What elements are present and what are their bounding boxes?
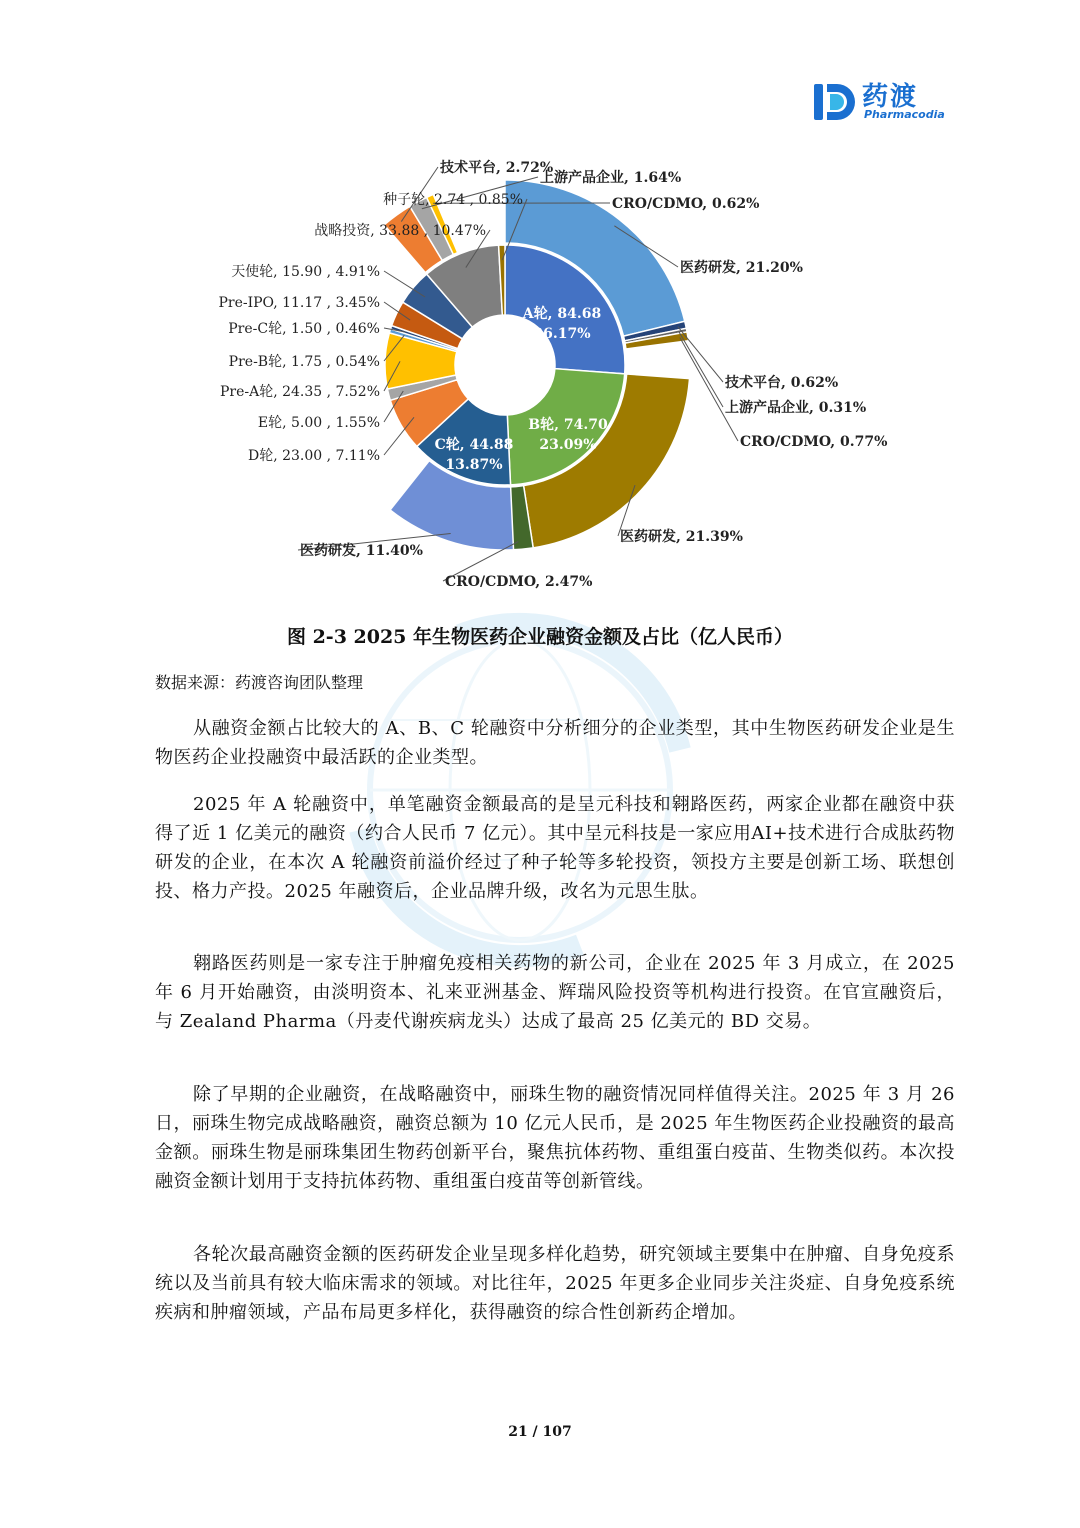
- paragraph: 翱路医药则是一家专注于肿瘤免疫相关药物的新公司，企业在 2025 年 3 月成立，在 2025 年 6 月开始融资，由淡明资本、礼来亚洲基金、辉瑞风险投资等机构进行投资。在官宣融资后，与 Zealand Pharma（丹麦代谢疾病龙头）达成了最高 25 亿美元的 BD 交易。: [155, 953, 955, 1032]
- inner-label: B轮, 74.70: [528, 417, 608, 433]
- paragraph: 从融资金额占比较大的 A、B、C 轮融资中分析细分的企业类型，其中生物医药研发企业是生物医药企业投融资中最活跃的企业类型。: [155, 718, 955, 768]
- inner-label: C轮, 44.88: [434, 437, 514, 453]
- inner-outside-label: E轮, 5.00 , 1.55%: [257, 415, 380, 431]
- inner-label-pct: 23.09%: [539, 437, 597, 453]
- inner-outside-label: D轮, 23.00 , 7.11%: [247, 448, 380, 464]
- outer-label: 技术平台, 2.72%: [440, 160, 554, 176]
- funding-donut-chart: [160, 150, 940, 610]
- outer-label: 上游产品企业, 0.31%: [725, 400, 867, 416]
- paragraph: 除了早期的企业融资，在战略融资中，丽珠生物的融资情况同样值得关注。2025 年 3 月 26 日，丽珠生物完成战略融资，融资总额为 10 亿元人民币，是 2025 年生物医药企业投融资的最高金额。丽珠生物是丽珠集团生物药创新平台，聚焦抗体药物、重组蛋白疫苗、生物类似药。本次投融资金额计划用于支持抗体药物、重组蛋白疫苗等创新管线。: [155, 1084, 955, 1192]
- inner-outside-label: Pre-A轮, 24.35 , 7.52%: [219, 384, 380, 400]
- inner-label-pct: 26.17%: [533, 326, 591, 342]
- outer-label: CRO/CDMO, 0.77%: [740, 434, 888, 450]
- outer-label: CRO/CDMO, 0.62%: [612, 196, 760, 212]
- brand-subtitle: Pharmacodia: [864, 108, 945, 121]
- outer-label: 医药研发, 21.20%: [680, 260, 803, 276]
- outer-label: 医药研发, 21.39%: [620, 529, 743, 545]
- outer-label: CRO/CDMO, 2.47%: [445, 574, 593, 590]
- outer-label: 技术平台, 0.62%: [725, 375, 839, 391]
- inner-outside-label: Pre-B轮, 1.75 , 0.54%: [228, 354, 380, 370]
- figure-caption: 图 2-3 2025 年生物医药企业融资金额及占比（亿人民币）: [286, 626, 794, 648]
- outer-label: 上游产品企业, 1.64%: [540, 170, 682, 186]
- inner-outside-label: Pre-C轮, 1.50 , 0.46%: [228, 321, 380, 337]
- outer-label: 医药研发, 11.40%: [300, 543, 423, 559]
- inner-outside-label: Pre-IPO, 11.17 , 3.45%: [218, 295, 380, 311]
- inner-outside-label: 战略投资, 33.88 , 10.47%: [314, 223, 486, 239]
- inner-outside-label: 天使轮, 15.90 , 4.91%: [231, 264, 380, 280]
- paragraph: 各轮次最高融资金额的医药研发企业呈现多样化趋势，研究领域主要集中在肿瘤、自身免疫系统以及当前具有较大临床需求的领域。对比往年，2025 年更多企业同步关注炎症、自身免疫系统疾病和肿瘤领域，产品布局更多样化，获得融资的综合性创新药企增加。: [155, 1244, 955, 1323]
- inner-label-pct: 13.87%: [445, 457, 503, 473]
- data-source: 数据来源：药渡咨询团队整理: [155, 673, 364, 692]
- paragraph: 2025 年 A 轮融资中，单笔融资金额最高的是呈元科技和翱路医药，两家企业都在融资中获得了近 1 亿美元的融资（约合人民币 7 亿元）。其中呈元科技是一家应用AI+技术进行合成肽药物研发的企业，在本次 A 轮融资前溢价经过了种子轮等多轮投资，领投方主要是创新工场、联想创投、格力产投。2025 年融资后，企业品牌升级，改名为元思生肽。: [155, 794, 955, 902]
- inner-outside-label: 种子轮, 2.74 , 0.85%: [383, 192, 523, 208]
- page-number: 21 / 107: [508, 1424, 572, 1440]
- brand-name: 药渡: [862, 82, 919, 112]
- inner-label: A轮, 84.68: [522, 306, 602, 322]
